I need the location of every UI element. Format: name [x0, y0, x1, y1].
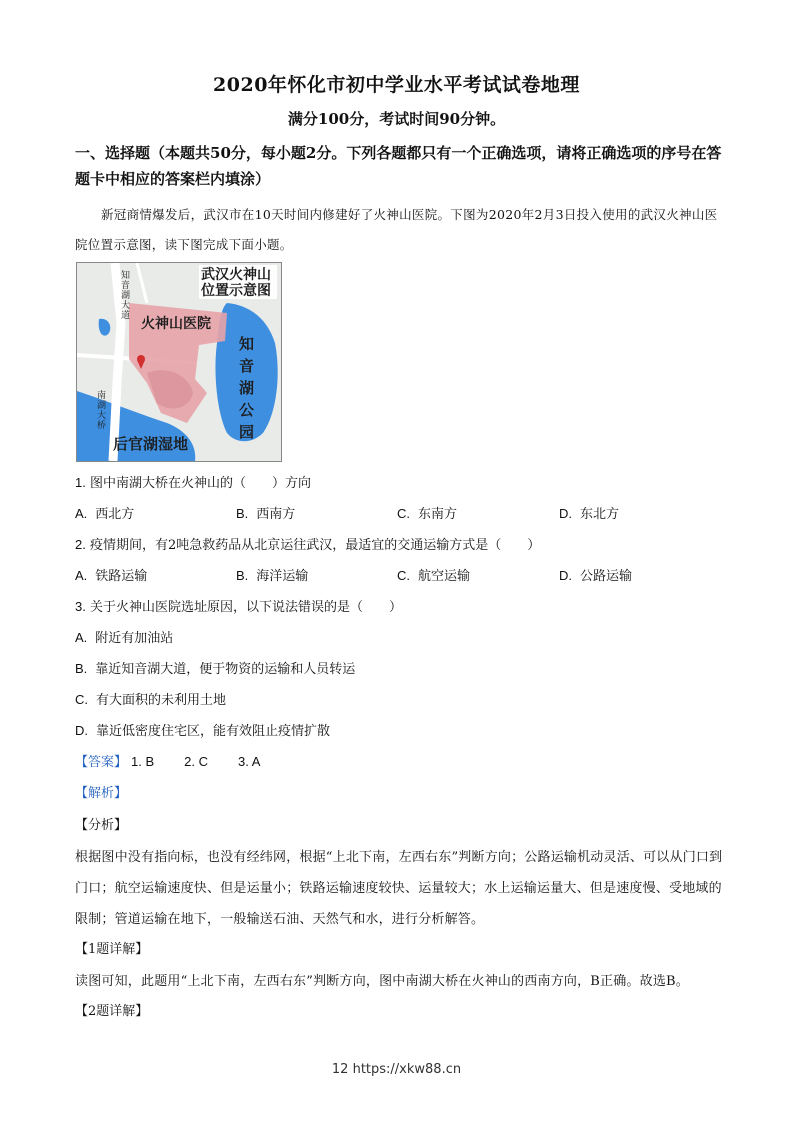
option-key: A. — [75, 630, 88, 645]
option-text: 有大面积的未利用土地 — [96, 693, 227, 708]
option-1c[interactable] — [397, 504, 457, 525]
option-text: 附近有加油站 — [95, 631, 174, 646]
option-text: 航空运输 — [418, 569, 471, 584]
option-key: B. — [236, 506, 249, 521]
option-text: 公路运输 — [580, 569, 633, 584]
question-stem: 疫情期间，有2吨急救药品从北京运往武汉，最适宜的交通运输方式是（ ） — [89, 538, 541, 553]
option-3c[interactable] — [75, 690, 226, 711]
option-key: C. — [397, 568, 410, 583]
map-road-north-label: 知音湖大道 — [121, 271, 131, 321]
map-wetland-label: 后官湖湿地 — [113, 435, 189, 453]
option-key: D. — [75, 723, 88, 738]
map-title — [201, 267, 279, 299]
answer-line — [75, 752, 286, 773]
section-heading: 一、选择题（本题共50分，每小题2分。下列各题都只有一个正确选项，请将正确选项的序号在答题卡中相应的答案栏内填涂） — [75, 144, 722, 188]
option-text: 海洋运输 — [256, 569, 309, 584]
question-intro: 新冠商情爆发后，武汉市在10天时间内修建好了火神山医院。下图为2020年2月3日投入使用的武汉火神山医院位置示意图，读下图完成下面小题。 — [75, 207, 718, 252]
option-3d[interactable] — [75, 721, 330, 742]
map-title-line2: 位置示意图 — [201, 283, 271, 299]
option-2a[interactable] — [75, 566, 147, 587]
option-1a[interactable] — [75, 504, 134, 525]
answer-tag: 【答案】 — [75, 755, 128, 770]
option-2c[interactable] — [397, 566, 470, 587]
map-lake-label: 知音湖公园 — [239, 335, 255, 441]
option-3b[interactable] — [75, 659, 355, 680]
explanation-tag: 【解析】 — [75, 786, 128, 801]
option-text: 靠近低密度住宅区，能有效阻止疫情扩散 — [96, 724, 331, 739]
option-key: C. — [75, 692, 88, 707]
option-key: D. — [559, 506, 572, 521]
map-road-south-label: 南湖大桥 — [97, 391, 107, 431]
option-text: 西南方 — [256, 507, 296, 522]
option-text: 东北方 — [580, 507, 620, 522]
option-text: 东南方 — [418, 507, 458, 522]
option-key: A. — [75, 568, 88, 583]
option-text: 铁路运输 — [95, 569, 148, 584]
option-3a[interactable] — [75, 628, 173, 649]
question-3 — [75, 597, 402, 618]
question-1 — [75, 473, 311, 494]
detail2-label: 【2题详解】 — [75, 1004, 149, 1019]
option-key: B. — [236, 568, 249, 583]
option-text: 西北方 — [95, 507, 135, 522]
option-key: D. — [559, 568, 572, 583]
location-map — [76, 262, 282, 462]
option-key: C. — [397, 506, 410, 521]
page-subtitle: 满分100分，考试时间90分钟。 — [287, 110, 506, 128]
option-2b[interactable] — [236, 566, 308, 587]
option-1b[interactable] — [236, 504, 295, 525]
answer-item: 2. C — [184, 754, 208, 769]
option-key: A. — [75, 506, 88, 521]
page-footer: 12 https://xkw88.cn — [331, 1062, 462, 1077]
question-stem: 关于火神山医院选址原因，以下说法错误的是（ ） — [89, 600, 402, 615]
map-hospital-label: 火神山医院 — [141, 316, 211, 332]
answer-item: 3. A — [237, 754, 261, 769]
detail1-label: 【1题详解】 — [75, 942, 149, 957]
question-number: 1. — [75, 475, 86, 490]
analysis-text: 根据图中没有指向标，也没有经纬网，根据“上北下南，左西右东”判断方向；公路运输机动灵活、可以从门口到门口；航空运输速度快、但是运量小；铁路运输速度较快、运量较大；水上运输运量大、但是速度慢、受地域的限制；管道运输在地下，一般输送石油、天然气和水，进行分析解答。 — [75, 850, 723, 927]
answer-item: 1. B — [131, 754, 155, 769]
map-title-line1: 武汉火神山 — [201, 267, 271, 283]
question-number: 3. — [75, 599, 86, 614]
page-title: 2020年怀化市初中学业水平考试试卷地理 — [213, 74, 580, 96]
option-text: 靠近知音湖大道，便于物资的运输和人员转运 — [95, 662, 356, 677]
detail1-text: 读图可知，此题用“上北下南，左西右东”判断方向，图中南湖大桥在火神山的西南方向，B正确。故选B。 — [75, 974, 689, 989]
analysis-label: 【分析】 — [75, 818, 128, 833]
option-1d[interactable] — [559, 504, 619, 525]
question-stem: 图中南湖大桥在火神山的（ ）方向 — [89, 476, 311, 491]
option-key: B. — [75, 661, 88, 676]
question-2 — [75, 535, 540, 556]
option-2d[interactable] — [559, 566, 632, 587]
question-number: 2. — [75, 537, 86, 552]
